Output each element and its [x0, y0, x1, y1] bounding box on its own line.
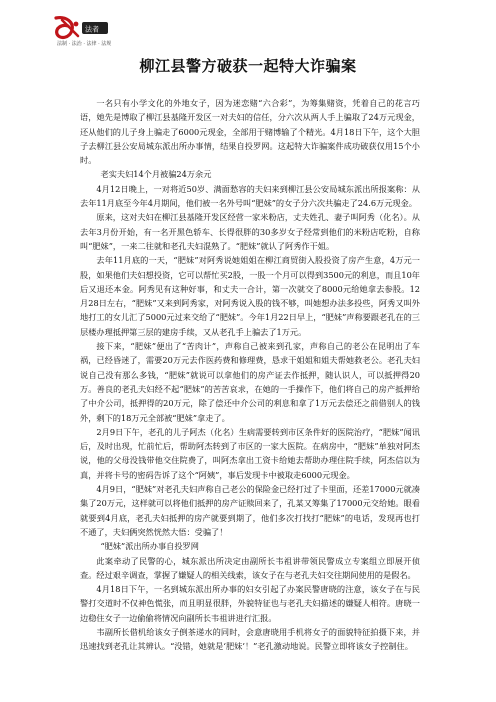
paragraph: 韦副所长借机给该女子倒茶递水的同时，会意唐晓用手机将女子的面貌特征拍摄下来，并迅速找到老孔让其辨认。“没错，她就是‘肥妹’！”老孔激动地说。民警立即将该女子控制住。: [80, 626, 420, 652]
paragraph: 一名只有小学文化的外地女子，因为迷恋赌“六合彩”，为筹集赌资，凭着自己的花言巧语，她先是博取了柳江县基隆开发区一对夫妇的信任，分六次从两人手上骗取了24万元现金，还从他们的儿子身上骗走了6000元现金，全部用于赌博输了个精光。4月18日下午，这个大胆子去柳江县公安局城东派出所办事情，结果自投罗网。这起特大诈骗案件成功破获仅用15个小时。: [80, 98, 420, 166]
logo-emblem-icon: [52, 14, 114, 48]
paragraph: 去年11月底的一天，“肥妹”对阿秀说她姐姐在柳江商贸街入股投资了房产生意，4万元一股，如果他们夫妇想投资，它可以帮忙买2股，一股一个月可以得到3500元的利息，而且10年后又退还本金。阿秀见有这种好事，和丈夫一合计，第一次就交了8000元给她拿去参股。12月28日左右，“肥妹”又来到阿秀家，对阿秀说入股的钱不够，叫她想办法多投些，阿秀又叫外地打工的女儿汇了5000元过来交给了“肥妹”。今年1月22日早上，“肥妹”声称要跟老孔在的三层楼办理抵押第三层的建房手续，又从老孔手上骗去了1万元。: [80, 255, 420, 337]
logo-brand-name: 法者: [85, 25, 99, 34]
paragraph: 4月18日下午，一名到城东派出所办事的妇女引起了办案民警唐晓的注意，该女子在与民警打交道时不仅神色慌张，而且明显很胖，外貌特征也与老孔夫妇描述的嫌疑人相符。唐晓一边稳住女子一边偷偷将情况向副所长韦祖讲进行汇报。: [80, 584, 420, 623]
paragraph: 此案牵动了民警的心，城东派出所决定由副所长韦祖讲带领民警成立专案组立即展开侦查。经过艰辛调查，掌握了嫌疑人的相关线索，该女子在与老孔夫妇交往期间使用的是假名。: [80, 555, 420, 580]
section-heading: “肥妹”派出所办事自投罗网: [100, 541, 199, 552]
paragraph: 原来，这对夫妇在柳江县基隆开发区经营一家米粉店，丈夫姓孔、妻子叫阿秀（化名）。从去年3月份开始，有一名开黑色轿车、长得很胖的30多岁女子经常到他们的米粉店吃粉，自称叫“肥妹”，一来二往就和老孔夫妇混熟了。“肥妹”就认了阿秀作干姐。: [80, 212, 420, 251]
paragraph: 4月9日，“肥妹”对老孔夫妇声称自己老公的保险金已经打过了卡里面，还差17000元就凑集了20万元，这样就可以将他们抵押的房产证赎回来了，孔某又筹集了17000元交给她。眼看就要到4月底，老孔夫妇抵押的房产就要到期了，他们多次打找打“肥妹”的电话，发现再也打不通了，夫妇俩突然恍然大悟：受骗了！: [80, 484, 420, 537]
article-body: [80, 96, 420, 654]
article-title: 柳江县警方破获一起特大诈骗案: [139, 57, 357, 75]
site-logo: [52, 14, 114, 48]
logo-tagline: 法制 · 法治 · 法律 · 法规: [57, 41, 112, 47]
paragraph: 4月12日晚上，一对将近50岁、满面愁容的夫妇来到柳江县公安局城东派出所报案称：从去年11月底至今年4月期间，他们被一名外号叫“肥妹”的女子分六次共骗走了24.6万元现金。: [80, 183, 420, 209]
paragraph: 2月9日下午，老孔的儿子阿杰（化名）生病需要转到市区条件好的医院治疗，“肥妹”闻讯后，及时出现，忙前忙后，帮助阿杰转到了市区的一家大医院。在病房中，“肥妹”单独对阿杰说，他的父母没钱带他交住院费了，叫阿杰拿出工资卡给她去帮助办理住院手续，阿杰信以为真，并将卡号的密码告诉了这个“阿姨”，事后发现卡中被取走6000元现金。: [80, 426, 420, 480]
section-heading: 老实夫妇14个月被骗24万余元: [100, 169, 212, 180]
paragraph: 接下来，“肥妹”便出了“苦肉计”，声称自己被来到孔家，声称自己的老公在昆明出了车祸，已经昏迷了，需要20万元去作医药费和修理费，恳求干姐姐和姐夫帮她救老公。老孔夫妇说自己没有那么多钱，“肥妹”就说可以拿他们的房产证去作抵押，随认识人，可以抵押得20万。善良的老孔夫妇经不起“肥妹”的苦苦哀求，在她的一手操作下，他们将自己的房产抵押给了中介公司，抵押得的20万元，除了偿还中介公司的利息和拿了1万元去偿还之前借别人的钱外，剩下的18万元全部被“肥妹”拿走了。: [80, 341, 420, 423]
